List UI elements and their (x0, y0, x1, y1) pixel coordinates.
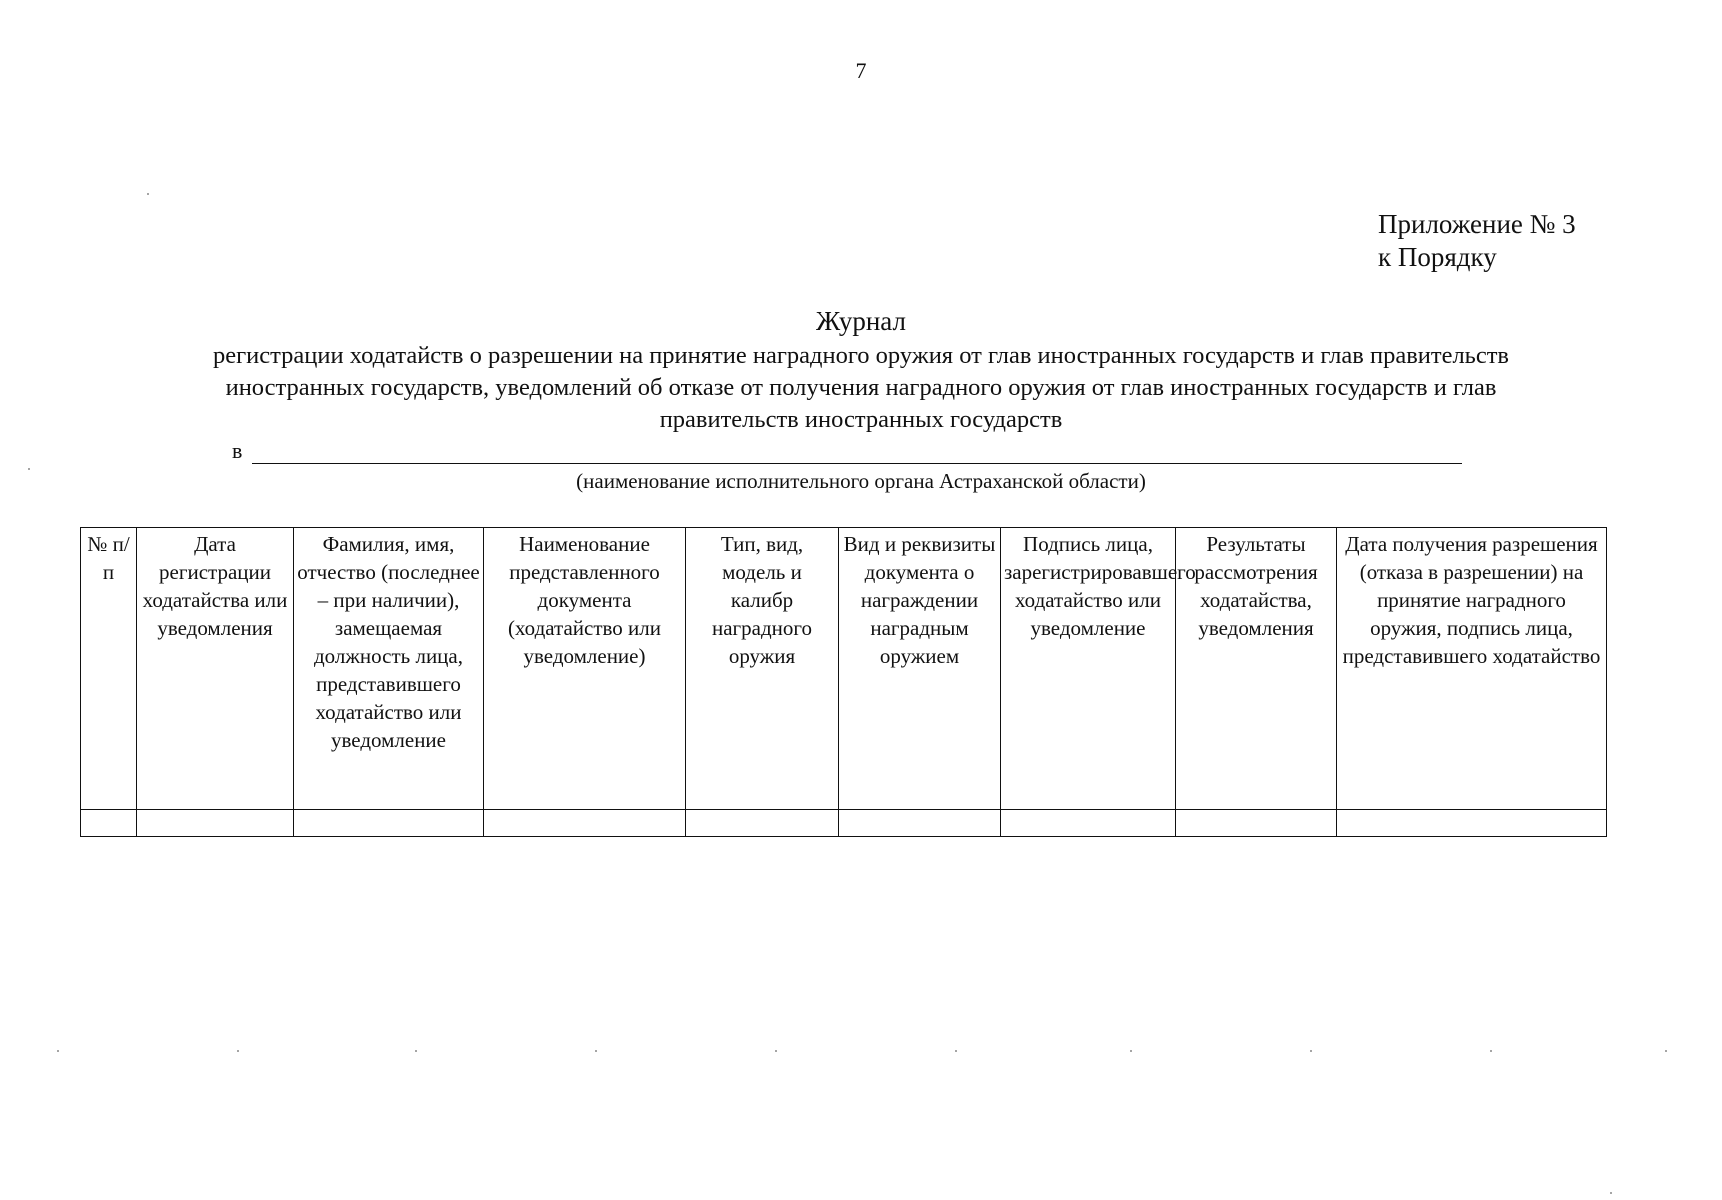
page-number: 7 (855, 58, 867, 83)
journal-table (80, 527, 1607, 837)
table-cell (839, 810, 1001, 837)
org-caption: (наименование исполнительного органа Астраханской области) (576, 469, 1146, 493)
column-header-registrar-signature: Подпись лица, зарегистрировавшего ходатайство или уведомление (1001, 528, 1176, 810)
org-prefix: в (232, 438, 243, 463)
column-header-registration-date: Дата регистрации ходатайства или уведомления (137, 528, 294, 810)
table-cell (686, 810, 839, 837)
journal-subtitle-line-3: правительств иностранных государств (659, 406, 1063, 433)
appendix-note (1378, 208, 1576, 274)
table-row (81, 810, 1607, 837)
appendix-line-1: Приложение № 3 (1378, 209, 1576, 239)
column-header-permission-date: Дата получения разрешения (отказа в разрешении) на принятие наградного оружия, подпись лица, представившего ходатайство (1337, 528, 1607, 810)
table-cell (137, 810, 294, 837)
column-header-award-document: Вид и реквизиты документа о награждении наградным оружием (839, 528, 1001, 810)
column-header-number: № п/п (81, 528, 137, 810)
journal-title: Журнал (815, 306, 907, 336)
table-cell (81, 810, 137, 837)
table-cell (294, 810, 484, 837)
org-fill-line (252, 463, 1462, 464)
column-header-document-name: Наименование представленного документа (ходатайство или уведомление) (484, 528, 686, 810)
journal-subtitle-line-1: регистрации ходатайств о разрешении на принятие наградного оружия от глав иностранных государств и глав правительств (213, 342, 1509, 369)
table-cell (1176, 810, 1337, 837)
appendix-line-2: к Порядку (1378, 242, 1497, 272)
column-header-full-name: Фамилия, имя, отчество (последнее – при наличии), замещаемая должность лица, представившего ходатайство или уведомление (294, 528, 484, 810)
table-cell (484, 810, 686, 837)
column-header-weapon-type: Тип, вид, модель и калибр наградного оружия (686, 528, 839, 810)
journal-subtitle-line-2: иностранных государств, уведомлений об отказе от получения наградного оружия от глав иностранных государств и глав (225, 374, 1497, 401)
table-header-row (81, 528, 1607, 810)
column-header-review-results: Результаты рассмотрения ходатайства, уведомления (1176, 528, 1337, 810)
table-cell (1001, 810, 1176, 837)
journal-subtitle (90, 340, 1632, 436)
table-cell (1337, 810, 1607, 837)
